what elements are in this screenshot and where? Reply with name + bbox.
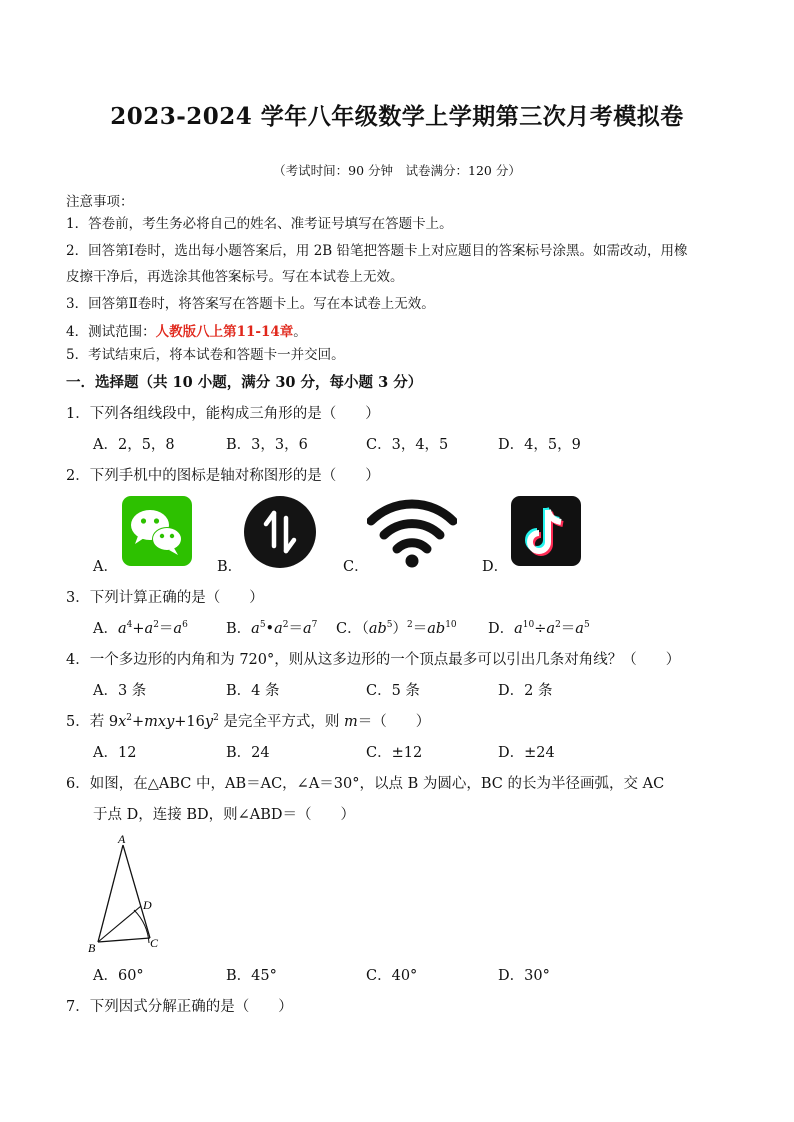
q6-stem-line1: 6．如图，在△ABC 中，AB＝AC，∠A＝30°，以点 B 为圆心，BC 的长为半径画弧，交 AC [66, 776, 665, 792]
note-4-prefix: 4．测试范围： [66, 324, 156, 340]
q2-stem: 2．下列手机中的图标是轴对称图形的是（ ） [66, 468, 380, 484]
note-4 [66, 320, 307, 340]
q6-option-d: D．30° [498, 968, 550, 984]
note-5: 5．考试结束后，将本试卷和答题卡一并交回。 [66, 347, 345, 363]
q2-option-c: C． [343, 559, 369, 575]
q4-option-b: B．4 条 [226, 683, 280, 699]
q1-option-c: C．3，4，5 [366, 437, 449, 453]
q5-stem-prefix: 5．若 [66, 714, 109, 730]
q5-stem-suffix: 是完全平方式，则 [218, 714, 345, 730]
q4-option-c: C．5 条 [366, 683, 420, 699]
tiktok-icon [511, 496, 581, 566]
section-heading: 一．选择题（共 10 小题，满分 30 分，每小题 3 分） [66, 374, 423, 391]
q5-stem: 5．若 $9x^2+mxy+16y^2$ 是完全平方式，则 m＝（ ） [66, 713, 431, 730]
q3-option-d: D．$a^{10}\div a^2=a^5$ [488, 620, 590, 637]
q6-stem-line2: 于点 D，连接 BD，则∠ABD＝（ ） [93, 807, 356, 823]
point-d-label: D [143, 898, 152, 912]
q6-option-c: C．40° [366, 968, 418, 984]
note-4-range: 人教版八上第11-14章 [155, 324, 294, 340]
exam-info: （考试时间：90 分钟 试卷满分：120 分） [273, 163, 521, 178]
note-3: 3．回答第Ⅱ卷时，将答案写在答题卡上。写在本试卷上无效。 [66, 296, 435, 312]
data-transfer-icon [244, 496, 316, 568]
note-2-line2: 皮擦干净后，再选涂其他答案标号。写在本试卷上无效。 [66, 269, 404, 285]
q1-option-a: A．2，5，8 [93, 437, 175, 453]
q6-option-a: A．60° [93, 968, 144, 984]
q2-option-d: D． [482, 559, 509, 575]
wifi-icon [367, 499, 457, 569]
q3-option-b-label: B． [226, 621, 252, 637]
page-title: 2023-2024 学年八年级数学上学期第三次月考模拟卷 [110, 103, 684, 130]
q6-option-b: B．45° [226, 968, 277, 984]
note-4-suffix: 。 [293, 324, 307, 340]
notes-heading: 注意事项： [66, 194, 134, 210]
q2-option-b: B． [217, 559, 243, 575]
q2-option-a: A． [93, 559, 118, 575]
note-1: 1．答卷前，考生务必将自己的姓名、准考证号填写在答题卡上。 [66, 216, 453, 232]
wechat-icon [122, 496, 192, 566]
triangle-abc-figure [86, 830, 166, 960]
vertex-c-label: C [150, 936, 159, 950]
q4-option-d: D．2 条 [498, 683, 553, 699]
q4-stem: 4．一个多边形的内角和为 720°，则从这多边形的一个顶点最多可以引出几条对角线？（ ） [66, 652, 681, 668]
q1-option-b: B．3，3，6 [226, 437, 308, 453]
q4-option-a: A．3 条 [93, 683, 147, 699]
q1-option-d: D．4，5，9 [498, 437, 581, 453]
q5-option-b: B．24 [226, 745, 270, 761]
vertex-a-label: A [118, 832, 126, 846]
q3-option-a: A．$a^4+a^2=a^6$ [93, 620, 188, 637]
q3-option-d-label: D． [488, 621, 515, 637]
q3-option-b: B．$a^5•a^2=a^7$ [226, 620, 318, 637]
q3-option-c: C．$(ab^5)^2=ab^{10}$ [336, 620, 457, 637]
q3-stem: 3．下列计算正确的是（ ） [66, 590, 264, 606]
q5-option-d: D．±24 [498, 745, 555, 761]
q7-stem: 7．下列因式分解正确的是（ ） [66, 999, 293, 1015]
q1-stem: 1．下列各组线段中，能构成三角形的是（ ） [66, 406, 380, 422]
vertex-b-label: B [88, 941, 96, 955]
q3-option-a-label: A． [93, 621, 118, 637]
q5-option-c: C．±12 [366, 745, 423, 761]
note-2-line1: 2．回答第Ⅰ卷时，选出每小题答案后，用 2B 铅笔把答题卡上对应题目的答案标号涂黑。如需改动，用橡 [66, 243, 688, 259]
q5-option-a: A．12 [93, 745, 137, 761]
q3-option-c-label: C． [336, 621, 362, 637]
q5-blank: ＝（ ） [357, 714, 431, 730]
q5-variable: m [344, 714, 358, 730]
